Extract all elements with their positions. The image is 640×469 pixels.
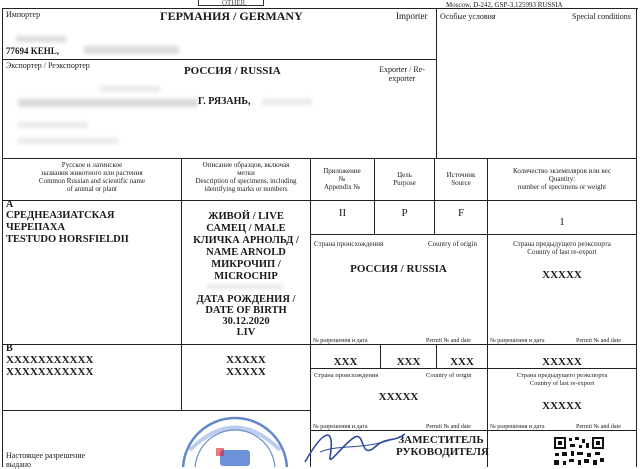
signature-icon (300, 422, 410, 467)
row-a-purpose: P (401, 207, 408, 219)
col-header-description: Описание образцов, включая метки Description of specimens, including identifying marks or numbers (195, 161, 297, 193)
row-b-description: XXXXX XXXXX (226, 354, 266, 378)
row-b-appendix: XXX (333, 356, 358, 368)
row-b-origin-value: XXXXX (378, 391, 419, 403)
redacted-importer-name (16, 36, 66, 42)
importer-postal-line: 77694 KEHL, (6, 46, 60, 56)
row-b-permit-label-en: Permit № and date (426, 424, 471, 430)
qr-code-icon (553, 436, 605, 467)
address-line: Moscow, D-242, GSP-3,125993 RUSSIA (446, 1, 563, 9)
row-b-letter: B (6, 343, 13, 354)
row-a-letter: A (6, 199, 14, 210)
exporter-role-label: Exporter / Re-exporter (379, 65, 425, 83)
redacted-exporter-address (18, 99, 198, 107)
importer-role-label: Importer (396, 11, 428, 21)
exporter-city-line: Г. РЯЗАНЬ, (198, 96, 251, 107)
row-b-reexport-permit-en: Permit № and date (576, 424, 621, 430)
redacted-exporter-street (262, 99, 312, 105)
col-header-source: Источник Source (446, 171, 476, 187)
row-a-origin-value: РОССИЯ / RUSSIA (350, 263, 447, 275)
exporter-label: Экспортер / Реэкспортер (6, 61, 90, 70)
col-header-appendix: Приложение № Appendix № (323, 167, 361, 191)
col-header-purpose: Цель Purpose (393, 171, 416, 187)
row-b-reexport-label: Страна предыдущего реэкспорта Country of last re-export (516, 372, 608, 387)
row-b-source: XXX (450, 356, 474, 368)
col-header-names: Русское и латинское названия животного или растения Common Russian and scientific name of animal or plant (38, 161, 146, 193)
special-conditions-label-ru: Особые условия (440, 12, 496, 21)
row-b-origin-label-en: Country of origin (426, 372, 472, 379)
importer-country: ГЕРМАНИЯ / GERMANY (160, 9, 303, 23)
redacted-exporter-extra-2 (18, 138, 118, 144)
special-conditions-label-en: Special conditions (572, 12, 631, 21)
importer-label: Импортер (6, 10, 41, 19)
row-a-description: ЖИВОЙ / LIVE САМЕЦ / MALE КЛИЧКА АРНОЛЬД / NAME ARNOLD МИКРОЧИП / MICROCHIP (193, 211, 299, 282)
redacted-exporter-extra-1 (18, 122, 88, 128)
row-b-reexport-permit-ru: № разрешения и дата (490, 424, 545, 430)
footer-deputy-title: ЗАМЕСТИТЕЛЬ РУКОВОДИТЕЛЯ (396, 434, 489, 458)
row-a-reexport-label: Страна предыдущего реэкспорта Country of last re-export (513, 240, 611, 256)
row-a-permit-label-en: Permit № and date (426, 338, 471, 344)
row-a-description-dob: ДАТА РОЖДЕНИЯ / DATE OF BIRTH 30.12.2020 LIV (196, 294, 296, 338)
row-a-quantity: 1 (559, 216, 565, 228)
row-a-source: F (457, 207, 465, 219)
footer-permit-issued-label: Настоящее разрешение выдано (6, 451, 86, 469)
other-label: OTHER (222, 0, 246, 7)
row-a-name: СРЕДНЕАЗИАТСКАЯ ЧЕРЕПАХА TESTUDO HORSFIELDII (6, 210, 129, 245)
row-a-origin-label-en: Country of origin (428, 240, 477, 248)
redacted-exporter-name (100, 86, 160, 92)
row-a-reexport-permit-en: Permit № and date (576, 338, 621, 344)
row-a-permit-label-ru: № разрешения и дата (313, 338, 368, 344)
row-a-reexport-value: XXXXX (542, 269, 582, 281)
row-b-origin-label-ru: Страна происхождения (314, 372, 379, 379)
row-b-reexport-value: XXXXX (542, 400, 582, 412)
row-a-origin-label-ru: Страна происхождения (314, 240, 384, 248)
col-header-quantity: Количество экземпляров или вес Quantity: number of specimens or weight (513, 167, 611, 191)
row-a-appendix: II (338, 207, 347, 219)
row-b-quantity: XXXXX (542, 356, 582, 368)
exporter-country: РОССИЯ / RUSSIA (184, 65, 281, 77)
redacted-microchip-number (207, 284, 283, 289)
row-b-permit-label-ru: № разрешения и дата (313, 424, 368, 430)
official-stamp-icon (160, 410, 310, 467)
row-b-name: XXXXXXXXXXX XXXXXXXXXXX (6, 354, 94, 378)
row-a-reexport-permit-ru: № разрешения и дата (490, 338, 545, 344)
redacted-importer-address (84, 46, 179, 54)
row-b-purpose: XXX (396, 356, 421, 368)
